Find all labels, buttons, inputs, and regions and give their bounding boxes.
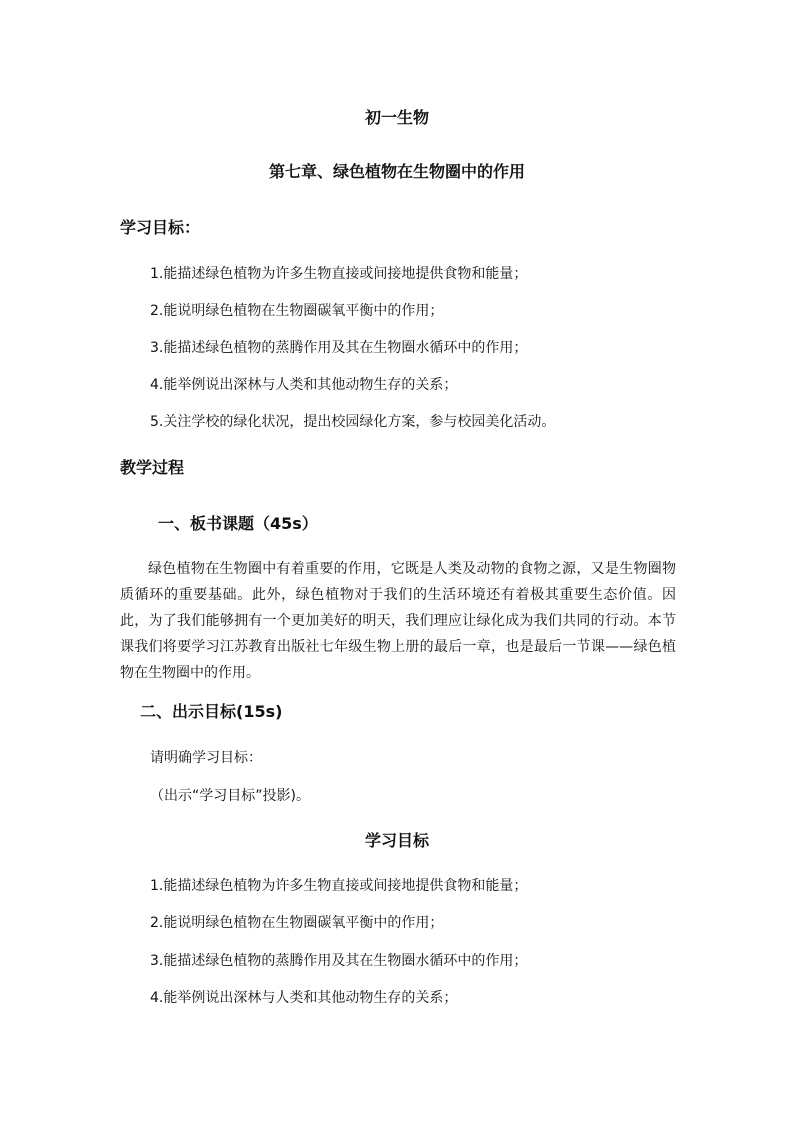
objective-item: 4.能举例说出深林与人类和其他动物生存的关系； [150,377,458,393]
chapter-title: 第七章、绿色植物在生物圈中的作用 [268,162,525,181]
objective-item: 1.能描述绿色植物为许多生物直接或间接地提供食物和能量； [150,266,528,282]
objective-item: 2.能说明绿色植物在生物圈碳氧平衡中的作用； [150,303,444,319]
step2-heading: 二、出示目标(15s) [140,702,283,721]
step2-instruction: 请明确学习目标： [150,750,262,766]
objectives-heading: 学习目标： [120,218,201,237]
step2-projection-note: （出示“学习目标”投影)。 [150,788,310,804]
step1-paragraph: 绿色植物在生物圈中有着重要的作用，它既是人类及动物的食物之源，又是生物圈物质循环的重要基础。此外，绿色植物对于我们的生活环境还有着极其重要生态价值。因此，为了我们能够拥有一个更加美好的明天，我们理应让绿化成为我们共同的行动。本节课我们将要学习江苏教育出版社七年级生物上册的最后一章，也是最后一节课——绿色植物在生物圈中的作用。 [120,561,676,681]
projection-heading: 学习目标 [364,831,429,850]
objective-item: 3.能描述绿色植物的蒸腾作用及其在生物圈水循环中的作用； [150,340,528,356]
projection-item: 1.能描述绿色植物为许多生物直接或间接地提供食物和能量； [150,878,528,894]
projection-item: 4.能举例说出深林与人类和其他动物生存的关系； [150,990,458,1006]
process-heading: 教学过程 [120,458,185,477]
doc-title: 初一生物 [364,108,429,127]
objective-item: 5.关注学校的绿化状况，提出校园绿化方案，参与校园美化活动。 [150,414,556,430]
step1-heading: 一、板书课题（45s） [158,514,318,533]
projection-item: 3.能描述绿色植物的蒸腾作用及其在生物圈水循环中的作用； [150,953,528,969]
projection-item: 2.能说明绿色植物在生物圈碳氧平衡中的作用； [150,915,444,931]
